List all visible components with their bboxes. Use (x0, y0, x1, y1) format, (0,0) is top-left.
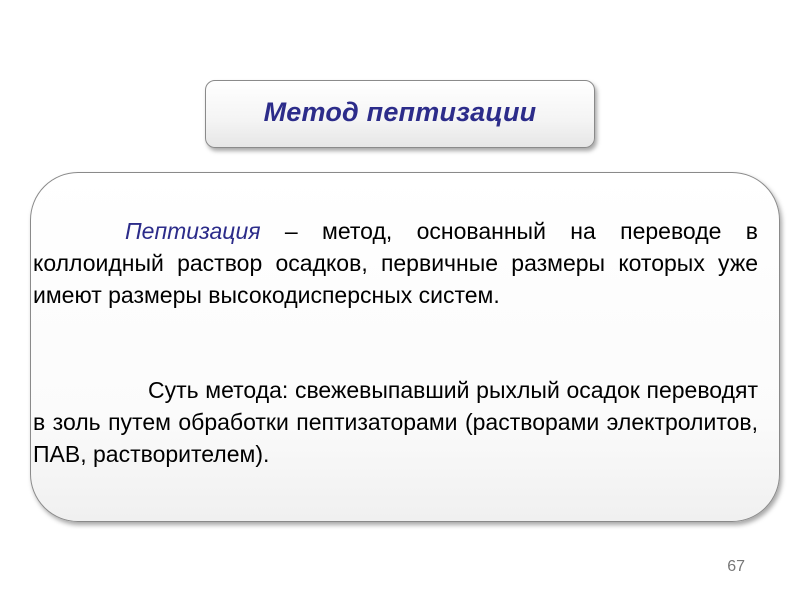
definition-text: – метод, основанный на переводе в коллоидный раствор осадков, первичные размеры которых уже имеют размеры высокодисперсных систем. (33, 218, 758, 308)
definition-paragraph (33, 215, 758, 311)
term-peptization: Пептизация (125, 218, 261, 244)
title-box (205, 80, 595, 148)
method-essence-paragraph: Суть метода: свежевыпавший рыхлый осадок переводят в золь путем обработки пептизаторами (растворами электролитов, ПАВ, растворителем). (33, 377, 758, 467)
page-number: 67 (727, 558, 745, 575)
slide-title: Метод пептизации (263, 97, 537, 127)
